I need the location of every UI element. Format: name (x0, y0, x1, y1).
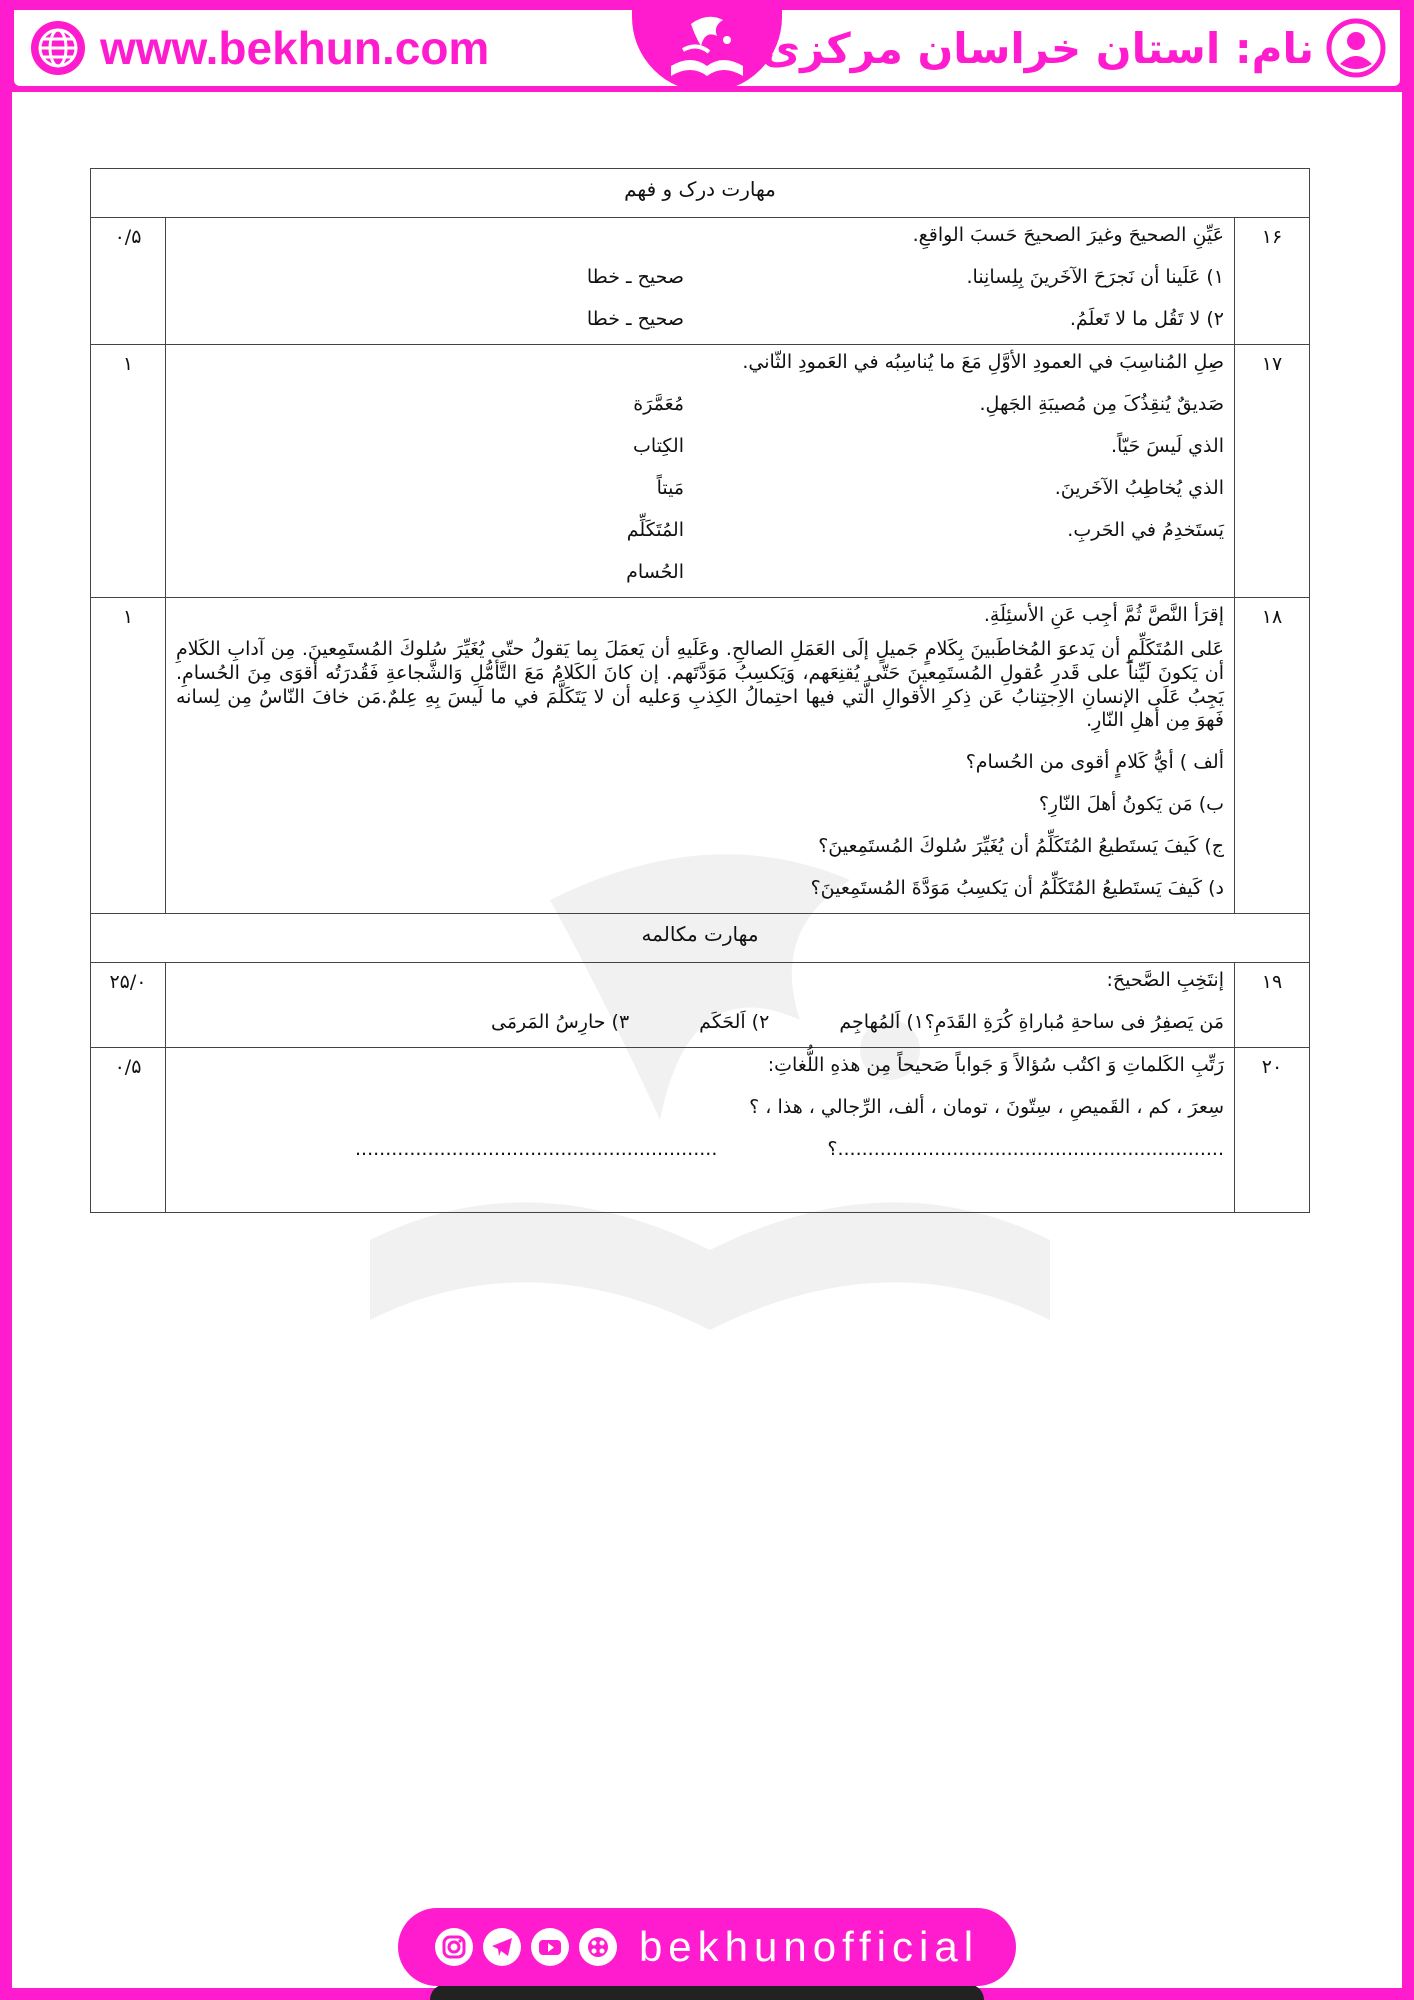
match-row: يَستَخدِمُ في الحَربِ. المُتَكَلِّم (626, 519, 1224, 541)
question-18 (91, 598, 1310, 914)
question-prompt: عَیِّنِ الصحیحَ وغیرَ الصحیحَ حَسبَ الواقعِ. (912, 224, 1224, 246)
mc-option[interactable]: ٢) اَلحَكَم (699, 1011, 770, 1033)
website-text: www.bekhun.com (100, 22, 490, 74)
question-score: ١ (91, 345, 166, 598)
question-score: ۰/۵ (91, 218, 166, 345)
match-row: الذي لَيسَ حَيّاً. الكِتاب (633, 435, 1224, 457)
social-handle: bekhunofficial (638, 1923, 980, 1970)
sub-question: ألف ) أيُّ كَلامٍ أقوى من الحُسام؟ (965, 751, 1224, 773)
question-prompt: رَتِّبِ الكَلماتِ وَ اكتُب سُؤالاً وَ جَواباً صَحيحاً مِن هذهِ اللُّغاتِ: (767, 1054, 1224, 1076)
match-row: الذي يُخاطِبُ الآخَرينَ. مَيتاً (656, 477, 1224, 499)
question-prompt: إنتَخِبِ الصَّحيحَ: (1106, 969, 1224, 991)
word-list: سِعرَ ، كم ، القَميصِ ، سِتّونَ ، تومان ، ألف، الرِّجالي ، هذا ، ؟ (749, 1096, 1224, 1118)
aparat-icon[interactable] (579, 1928, 617, 1966)
true-false-item: ٢) لا تَقُل ما لا تَعلَمُ. صحیح ـ خطا (586, 308, 1224, 330)
question-score: ۰/٢۵ (91, 963, 166, 1048)
book-logo-icon (661, 6, 753, 86)
youtube-icon[interactable] (531, 1928, 569, 1966)
question-number: ١٩ (1235, 963, 1310, 1048)
mc-row (176, 1011, 1224, 1035)
match-row: الحُسام (626, 561, 684, 583)
question-17 (91, 345, 1310, 598)
question-score: ١ (91, 598, 166, 914)
mc-option[interactable]: ١) اَلمُهاجِم (839, 1011, 924, 1033)
question-prompt: إقرَأ النَّصَّ ثُمَّ أجِب عَنِ الأسئِلَةِ. (983, 604, 1224, 626)
match-row: صَديقٌ يُنقِذُکَ مِن مُصيبَةِ الجَهلِ. مُعَمَّرَة (633, 393, 1224, 415)
section-conversation: مهارت مکالمه (91, 914, 1310, 963)
footer-shadow (430, 1984, 984, 2000)
mc-options (491, 1011, 924, 1035)
sub-question: ج) كَيفَ يَستَطيعُ المُتَكَلِّمُ أن يُغَيِّرَ سُلوكَ المُستَمِعينَ؟ (818, 835, 1224, 857)
page-title: نام: استان خراسان مرکزی (761, 23, 1314, 73)
question-number: ٢٠ (1235, 1048, 1310, 1213)
mc-question: مَن يَصفِرُ فی ساحةِ مُباراةِ كُرَةِ القَدَمِ؟ (924, 1011, 1224, 1033)
true-false-choice[interactable]: صحیح ـ خطا (586, 308, 684, 330)
question-16 (91, 218, 1310, 345)
question-number: ١۶ (1235, 218, 1310, 345)
website-link[interactable] (28, 16, 489, 80)
user-icon (1326, 18, 1386, 78)
answer-line[interactable]: ............................................................ (355, 1138, 718, 1160)
true-false-item: ١) عَلَینا أن نَجرَحَ الآخَرینَ بِلِسانِنا. صحیح ـ خطا (586, 266, 1224, 288)
question-prompt: صِلِ المُناسِبَ في العمودِ الأوَّلِ مَعَ ما يُناسِبُه في العَمودِ الثّاني. (742, 351, 1224, 373)
reading-passage: عَلى المُتَكَلِّمِ أن يَدعوَ المُخاطَبينَ بِكَلامٍ جَميلٍ إلَى العَمَلِ الصالحِ. وعَلَيهِ أن يَعمَلَ بِما يَقولُ حتّى يُغَيِّرَ سُلوكَ المُستَمِعينَ. مِن آدابِ الكَلامِ أن يَكونَ لَيِّناً على قَدرِ عُقولِ المُستَمِعينَ حَتّی يُقنِعَهم، وَيَكسِبُ مَوَدَّتَهم. إن كانَ الكَلامُ مَعَ التَّأمُّلِ وَالشَّجاعةِ فَقُدرَتُه أقوَى مِنَ الحُسامِ. يَجِبُ عَلَى الإنسانِ الاِجتِنابُ عَن ذِكرِ الأقوالِ الَّتي فيها احتِمالُ الكِذبِ وَعليه أن لا يَتَكَلَّمَ في ما لَيسَ بِهِ عِلمٌ.مَن خافَ النّاسُ مِن لِسانه فَهوَ مِن أهلِ النّارِ. (176, 638, 1224, 732)
instagram-icon[interactable] (435, 1928, 473, 1966)
question-number: ١٨ (1235, 598, 1310, 914)
answer-line[interactable]: ................................................................؟ (827, 1138, 1224, 1160)
sub-question: ب) مَن يَكونُ أهلَ النّارِ؟ (1038, 793, 1224, 815)
true-false-choice[interactable]: صحیح ـ خطا (586, 266, 684, 288)
question-score: ۰/۵ (91, 1048, 166, 1213)
social-footer (398, 1908, 1016, 1986)
exam-table (90, 168, 1310, 1213)
mc-option[interactable]: ٣) حارِسُ المَرمَی (491, 1011, 630, 1033)
header-title (762, 16, 1386, 80)
section-reading: مهارت درک و فهم (91, 169, 1310, 218)
answer-lines (176, 1138, 1224, 1162)
question-number: ١٧ (1235, 345, 1310, 598)
telegram-icon[interactable] (483, 1928, 521, 1966)
sub-question: د) كَيفَ يَستَطيعُ المُتَكَلِّمُ أن يَكسِبُ مَوَدَّةَ المُستَمِعينَ؟ (810, 877, 1224, 899)
question-19 (91, 963, 1310, 1048)
globe-icon (28, 18, 88, 78)
question-20 (91, 1048, 1310, 1213)
